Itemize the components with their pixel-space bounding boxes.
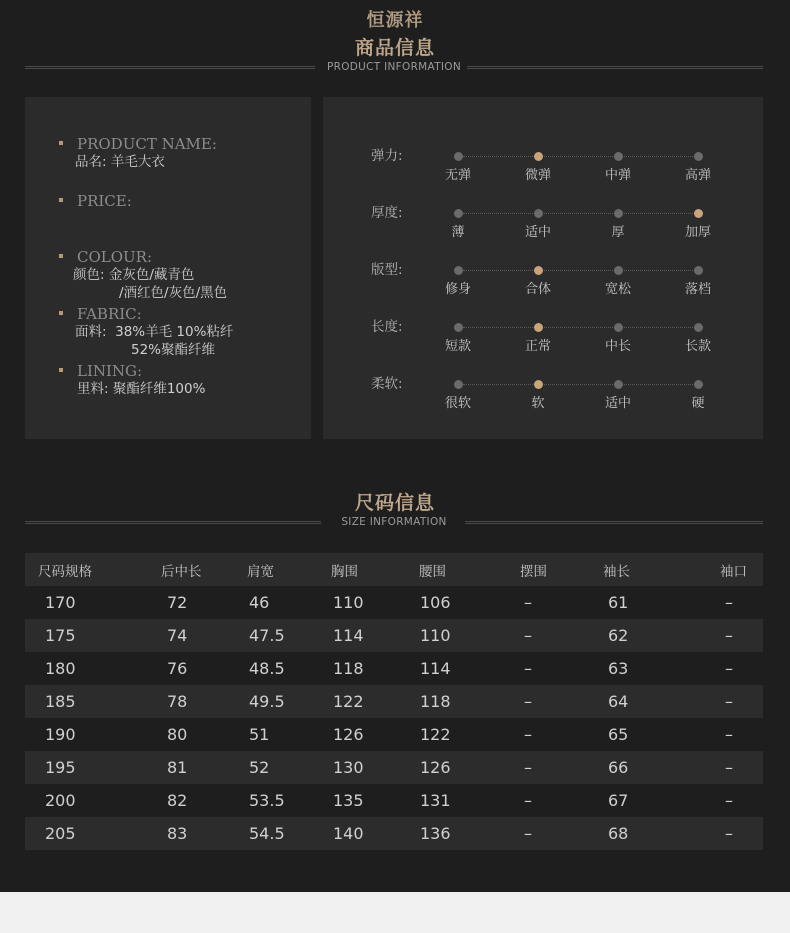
attribute-track	[463, 327, 703, 329]
table-cell: 180	[25, 652, 130, 685]
lining-value: 里料: 聚酯纤维100%	[77, 381, 206, 397]
table-cell: –	[688, 586, 763, 619]
scale-dot-selected	[534, 152, 543, 161]
attributes-panel	[323, 97, 763, 439]
table-cell: –	[506, 751, 596, 784]
table-cell: 130	[327, 751, 415, 784]
attribute-option: 厚	[611, 225, 625, 240]
table-cell: 106	[415, 586, 506, 619]
attribute-option: 硬	[691, 396, 705, 411]
table-cell: 48.5	[237, 652, 327, 685]
attribute-option: 中长	[604, 339, 631, 354]
scale-dot-selected	[694, 209, 703, 218]
attribute-label: 版型:	[371, 262, 403, 278]
table-cell: 52	[237, 751, 327, 784]
table-cell: –	[506, 784, 596, 817]
colour-line-1: 颜色: 金灰色/藏青色	[73, 267, 195, 283]
table-cell: 76	[130, 652, 237, 685]
attribute-option: 加厚	[684, 225, 711, 240]
table-row	[25, 619, 763, 652]
scale-dot-selected	[534, 323, 543, 332]
table-cell: 131	[415, 784, 506, 817]
table-cell: 114	[327, 619, 415, 652]
attribute-option: 适中	[604, 396, 631, 411]
scale-dot	[694, 266, 703, 275]
fabric-line-1: 面料: 38%羊毛 10%粘纤	[75, 324, 234, 340]
table-cell: 49.5	[237, 685, 327, 718]
attribute-option: 微弹	[524, 168, 551, 183]
bullet-icon	[59, 368, 63, 372]
table-cell: 118	[327, 652, 415, 685]
attribute-option: 修身	[444, 282, 471, 297]
table-cell: 78	[130, 685, 237, 718]
table-cell: 170	[25, 586, 130, 619]
fabric-line-2: 52%聚酯纤维	[131, 342, 216, 358]
table-cell: 65	[596, 718, 688, 751]
table-row	[25, 685, 763, 718]
product-info-panel	[25, 97, 311, 439]
table-cell: –	[506, 817, 596, 850]
table-cell: –	[506, 718, 596, 751]
table-cell: 61	[596, 586, 688, 619]
table-cell: 205	[25, 817, 130, 850]
scale-dot	[614, 152, 623, 161]
bullet-icon	[59, 311, 63, 315]
table-cell: 190	[25, 718, 130, 751]
table-cell: 80	[130, 718, 237, 751]
attribute-option: 长款	[684, 339, 711, 354]
attribute-label: 厚度:	[371, 205, 403, 221]
size-table-body	[25, 586, 763, 850]
table-cell: 83	[130, 817, 237, 850]
table-cell: –	[688, 817, 763, 850]
attribute-track	[463, 270, 703, 272]
table-cell: –	[506, 652, 596, 685]
attribute-option: 短款	[444, 339, 471, 354]
product-name-heading	[73, 135, 217, 153]
table-cell: –	[688, 784, 763, 817]
divider-line	[465, 523, 763, 524]
table-cell: 140	[327, 817, 415, 850]
price-group	[73, 192, 132, 210]
attribute-label: 柔软:	[371, 376, 403, 392]
attribute-option: 适中	[524, 225, 551, 240]
attribute-option: 宽松	[604, 282, 631, 297]
table-cell: 110	[327, 586, 415, 619]
divider-line	[465, 521, 763, 522]
size-table	[25, 553, 763, 850]
table-cell: 63	[596, 652, 688, 685]
attribute-option: 很软	[444, 396, 471, 411]
scale-dot	[694, 323, 703, 332]
table-cell: 74	[130, 619, 237, 652]
table-cell: –	[688, 652, 763, 685]
table-cell: 64	[596, 685, 688, 718]
table-cell: 68	[596, 817, 688, 850]
column-header: 后中长	[130, 553, 237, 586]
price-heading	[73, 192, 132, 210]
fabric-heading	[73, 305, 233, 323]
attribute-option: 薄	[451, 225, 465, 240]
attribute-option: 无弹	[444, 168, 471, 183]
attribute-track	[463, 384, 703, 386]
table-row	[25, 817, 763, 850]
table-cell: 200	[25, 784, 130, 817]
scale-dot-selected	[534, 380, 543, 389]
scale-dot	[454, 152, 463, 161]
attribute-option: 中弹	[604, 168, 631, 183]
attribute-option: 软	[531, 396, 545, 411]
fabric-heading-text: FABRIC:	[77, 305, 142, 323]
divider-line	[467, 68, 763, 69]
table-cell: 195	[25, 751, 130, 784]
table-cell: 118	[415, 685, 506, 718]
column-header: 摆围	[506, 553, 596, 586]
table-cell: 110	[415, 619, 506, 652]
size-section-divider	[25, 518, 763, 530]
table-cell: 46	[237, 586, 327, 619]
attribute-option: 高弹	[684, 168, 711, 183]
table-cell: 126	[327, 718, 415, 751]
table-cell: 67	[596, 784, 688, 817]
table-cell: –	[506, 619, 596, 652]
scale-dot	[694, 152, 703, 161]
bullet-icon	[59, 254, 63, 258]
scale-dot-selected	[534, 266, 543, 275]
colour-heading-text: COLOUR:	[77, 248, 153, 266]
table-cell: –	[688, 685, 763, 718]
lining-heading-text: LINING:	[77, 362, 143, 380]
table-cell: 135	[327, 784, 415, 817]
table-cell: 136	[415, 817, 506, 850]
table-cell: –	[688, 751, 763, 784]
table-cell: 126	[415, 751, 506, 784]
column-header: 袖长	[596, 553, 688, 586]
table-row	[25, 751, 763, 784]
scale-dot	[614, 266, 623, 275]
scale-dot	[454, 323, 463, 332]
colour-heading	[73, 248, 227, 266]
attribute-track	[463, 213, 703, 215]
table-cell: 72	[130, 586, 237, 619]
bullet-icon	[59, 198, 63, 202]
product-name-heading-text: PRODUCT NAME:	[77, 135, 217, 153]
attribute-option: 落档	[684, 282, 711, 297]
table-cell: 175	[25, 619, 130, 652]
lining-group	[73, 362, 205, 398]
table-cell: –	[506, 685, 596, 718]
scale-dot	[534, 209, 543, 218]
table-cell: 185	[25, 685, 130, 718]
price-heading-text: PRICE:	[77, 192, 132, 210]
colour-group	[73, 248, 227, 302]
table-cell: 51	[237, 718, 327, 751]
table-cell: –	[688, 718, 763, 751]
divider-line	[467, 66, 763, 67]
column-header: 袖口	[688, 553, 763, 586]
product-section-divider	[25, 63, 763, 75]
size-section-title: 尺码信息	[354, 492, 435, 514]
attribute-track	[463, 156, 703, 158]
size-table-header	[25, 553, 763, 586]
product-section-subtitle: PRODUCT INFORMATION	[326, 61, 462, 73]
table-cell: 122	[327, 685, 415, 718]
column-header: 胸围	[327, 553, 415, 586]
bullet-icon	[59, 141, 63, 145]
table-cell: 62	[596, 619, 688, 652]
product-name-group	[73, 135, 217, 171]
table-cell: 47.5	[237, 619, 327, 652]
scale-dot	[454, 266, 463, 275]
attribute-option: 正常	[524, 339, 551, 354]
table-row	[25, 784, 763, 817]
column-header: 尺码规格	[25, 553, 130, 586]
scale-dot	[614, 209, 623, 218]
table-row	[25, 718, 763, 751]
scale-dot	[614, 323, 623, 332]
fabric-group	[73, 305, 233, 359]
column-header: 肩宽	[237, 553, 327, 586]
product-name-value: 品名: 羊毛大衣	[75, 154, 165, 170]
colour-line-2: /酒红色/灰色/黑色	[119, 285, 228, 301]
table-row	[25, 586, 763, 619]
table-cell: 82	[130, 784, 237, 817]
scale-dot	[614, 380, 623, 389]
table-cell: 54.5	[237, 817, 327, 850]
attribute-label: 长度:	[371, 319, 403, 335]
table-row	[25, 652, 763, 685]
column-header: 腰围	[415, 553, 506, 586]
brand-name: 恒源祥	[366, 10, 424, 31]
attribute-option: 合体	[524, 282, 551, 297]
scale-dot	[454, 380, 463, 389]
size-section-subtitle: SIZE INFORMATION	[341, 516, 447, 528]
scale-dot	[454, 209, 463, 218]
table-cell: 66	[596, 751, 688, 784]
table-cell: 81	[130, 751, 237, 784]
attribute-label: 弹力:	[371, 148, 403, 164]
scale-dot	[694, 380, 703, 389]
table-cell: –	[688, 619, 763, 652]
table-cell: 53.5	[237, 784, 327, 817]
table-cell: 114	[415, 652, 506, 685]
lining-heading	[73, 362, 205, 380]
table-cell: 122	[415, 718, 506, 751]
table-cell: –	[506, 586, 596, 619]
product-section-title: 商品信息	[354, 37, 435, 59]
